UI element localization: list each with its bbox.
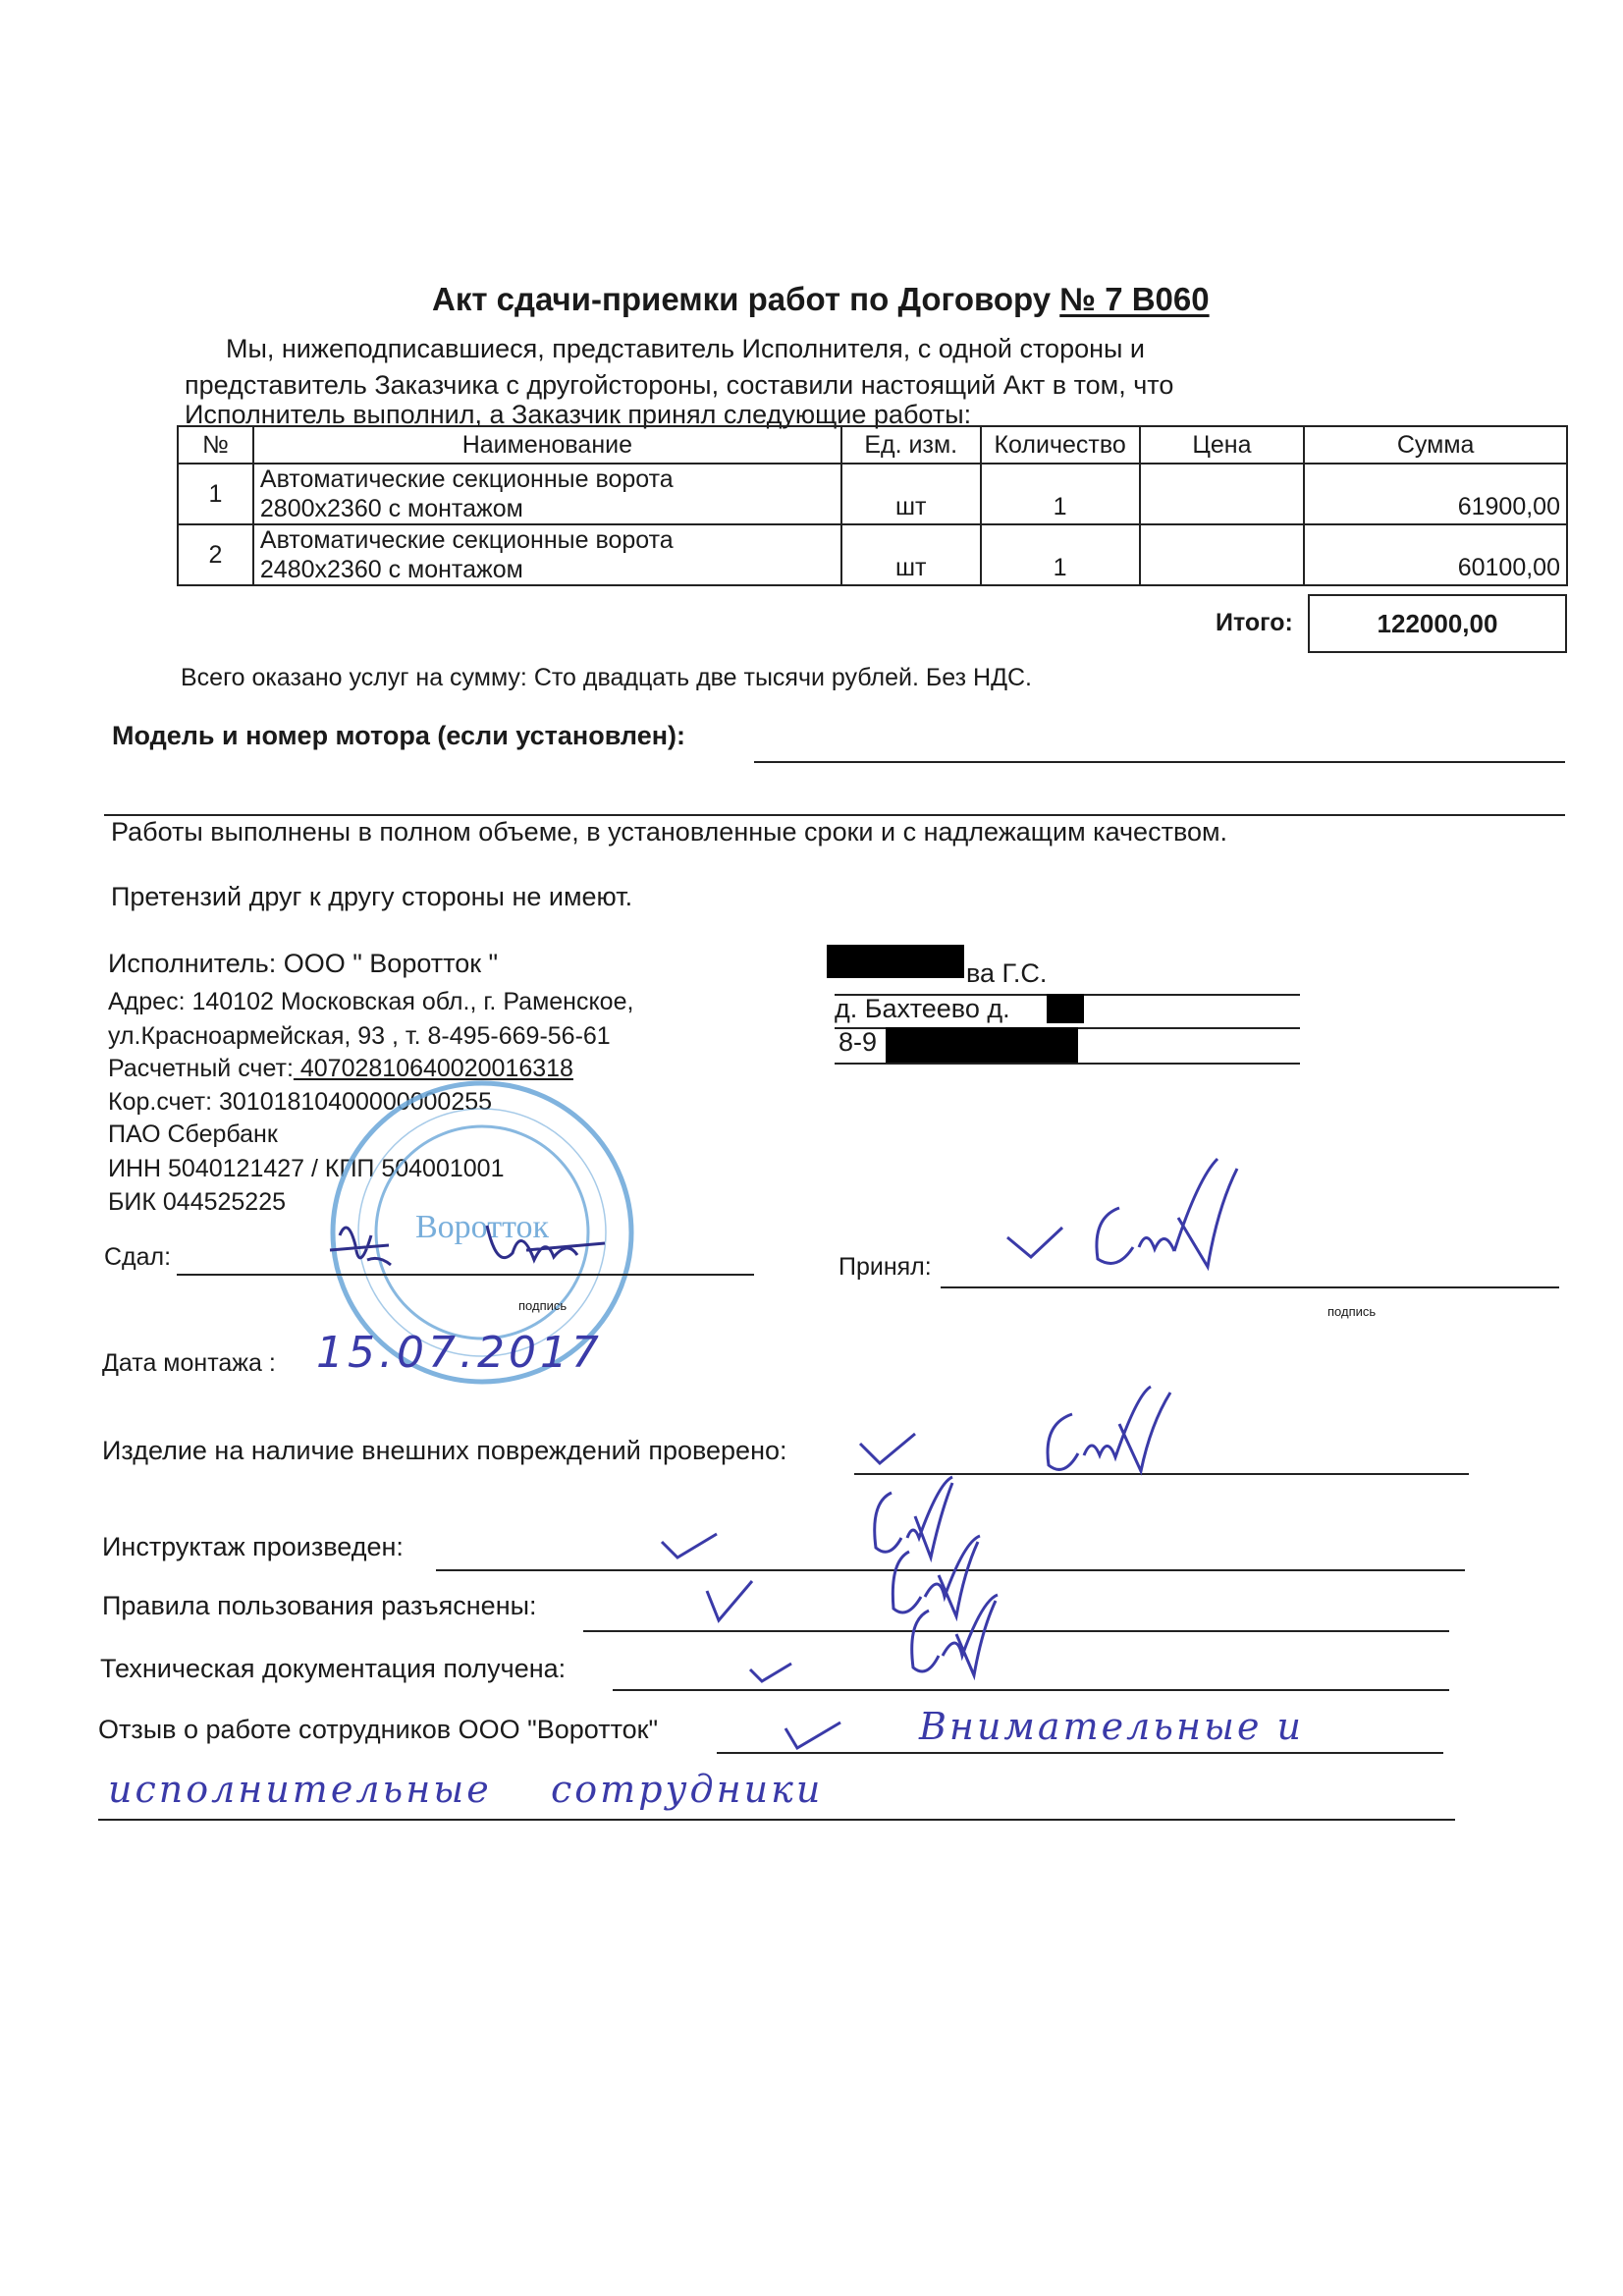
contractor-address-2: ул.Красноармейская, 93 , т. 8-495-669-56-61 (108, 1022, 611, 1050)
check-damage-mark (856, 1385, 1210, 1483)
handed-signature-caption: подпись (518, 1298, 568, 1313)
account-label: Расчетный счет: (108, 1055, 294, 1082)
check-damage-label: Изделие на наличие внешних повреждений проверено: (102, 1436, 787, 1465)
intro-line-1: Мы, нижеподписавшиеся, представитель Исполнителя, с одной стороны и (226, 334, 1145, 363)
intro-line-2: представитель Заказчика с другойстороны, составили настоящий Акт в том, что (185, 370, 1174, 400)
row-sum: 60100,00 (1304, 524, 1567, 585)
statement-complete: Работы выполнены в полном объеме, в установленные сроки и с надлежащим качеством. (111, 817, 1228, 847)
intro-line-3: Исполнитель выполнил, а Заказчик принял следующие работы: (185, 400, 972, 429)
motor-line (754, 761, 1565, 763)
customer-address: д. Бахтеево д. (835, 994, 1010, 1023)
contractor-bank: ПАО Сбербанк (108, 1121, 278, 1148)
col-header-no: № (178, 426, 253, 464)
contractor-inn-kpp: ИНН 5040121427 / КПП 504001001 (108, 1155, 505, 1182)
feedback-line-2 (98, 1819, 1455, 1821)
feedback-handwritten-1: Внимательные и (919, 1705, 1305, 1748)
contractor-address-1: Адрес: 140102 Московская обл., г. Раменское, (108, 988, 634, 1015)
row-qty: 1 (981, 524, 1140, 585)
row-unit: шт (841, 464, 981, 524)
customer-name: ва Г.С. (966, 958, 1048, 988)
col-header-qty: Количество (981, 426, 1140, 464)
statement-no-claims: Претензий друг к другу стороны не имеют. (111, 882, 633, 911)
stamp-center-text: Воротток (414, 1209, 550, 1245)
contractor-bik: БИК 044525225 (108, 1188, 287, 1216)
mount-date-handwritten: 15.07.2017 (316, 1328, 603, 1378)
table-row (178, 524, 1567, 585)
row-number: 2 (178, 524, 253, 585)
works-table (177, 425, 1568, 586)
check-docs-label: Техническая документация получена: (100, 1654, 567, 1683)
row-name (253, 524, 841, 585)
motor-line-2 (104, 814, 1565, 816)
accepted-signature-line (941, 1286, 1559, 1288)
check-rules-label: Правила пользования разъяснены: (102, 1591, 537, 1620)
handed-label: Сдал: (104, 1243, 172, 1271)
row-qty: 1 (981, 464, 1140, 524)
table-header-row (178, 426, 1567, 464)
contractor-corr-account: Кор.счет: 30101810400000000255 (108, 1088, 493, 1116)
row-sum: 61900,00 (1304, 464, 1567, 524)
row-name-line2: 2800x2360 с монтажом (259, 495, 523, 522)
customer-phone-line (835, 1063, 1300, 1065)
contractor-name: Исполнитель: ООО " Воротток " (108, 949, 499, 978)
redaction-block (886, 1027, 1078, 1063)
document-title (432, 281, 1210, 318)
col-header-price: Цена (1140, 426, 1305, 464)
feedback-handwritten-2: исполнительные сотрудники (108, 1768, 824, 1811)
table-row (178, 464, 1567, 524)
redaction-block (827, 945, 964, 978)
row-number: 1 (178, 464, 253, 524)
feedback-label: Отзыв о работе сотрудников ООО "Воротток" (98, 1715, 659, 1744)
row-price (1140, 524, 1305, 585)
col-header-sum: Сумма (1304, 426, 1567, 464)
row-name-line1: Автоматические секционные ворота (259, 465, 674, 493)
col-header-name: Наименование (253, 426, 841, 464)
row-price (1140, 464, 1305, 524)
contract-number: № 7 В060 (1059, 281, 1210, 317)
title-prefix: Акт сдачи-приемки работ по Договору (432, 281, 1052, 317)
customer-phone: 8-9 (839, 1027, 878, 1057)
mount-date-label: Дата монтажа : (102, 1349, 276, 1377)
redaction-block (1047, 994, 1084, 1023)
check-docs-mark (746, 1591, 1041, 1699)
customer-signature (1001, 1149, 1257, 1286)
total-value: 122000,00 (1308, 594, 1567, 653)
row-name (253, 464, 841, 524)
row-unit: шт (841, 524, 981, 585)
row-name-line1: Автоматические секционные ворота (259, 526, 674, 554)
accepted-label: Принял: (839, 1253, 932, 1281)
accepted-signature-caption: подпись (1327, 1304, 1377, 1319)
account-value: 40702810640020016318 (293, 1055, 573, 1082)
summary-text: Всего оказано услуг на сумму: Сто двадцать две тысячи рублей. Без НДС. (181, 664, 1033, 691)
col-header-unit: Ед. изм. (841, 426, 981, 464)
check-instruction-label: Инструктаж произведен: (102, 1532, 404, 1561)
total-label: Итого: (1216, 609, 1293, 636)
row-name-line2: 2480x2360 с монтажом (259, 556, 523, 583)
motor-label: Модель и номер мотора (если установлен): (112, 721, 686, 750)
feedback-check-mark (782, 1709, 860, 1758)
contractor-signature (320, 1206, 644, 1285)
